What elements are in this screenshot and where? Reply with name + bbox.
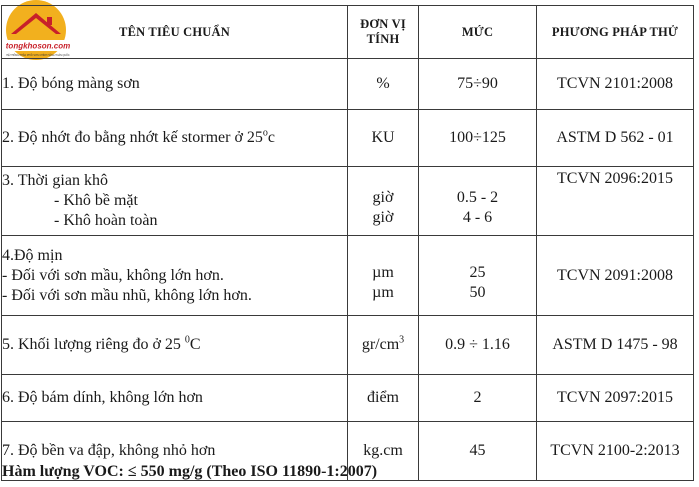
header-name: TÊN TIÊU CHUẨN [2,6,348,59]
row-4-level-1: 25 [469,263,486,281]
row-1-level: 75÷90 [419,59,537,110]
row-3-unit [348,167,419,236]
row-7-unit: kg.cm [348,422,419,481]
row-4-unit-2: µm [372,283,394,301]
table-row [2,167,694,236]
row-4-method: TCVN 2091:2008 [537,236,694,316]
row-3-unit-2: giờ [372,209,394,226]
row-3-method: TCVN 2096:2015 [537,167,694,236]
row-3-unit-1: giờ [372,189,394,206]
row-1-name: 1. Độ bóng màng sơn [2,59,348,110]
row-5-name-text: 5. Khối lượng riêng đo ở 25 [2,336,185,353]
row-5-unit-sup: 3 [399,334,405,346]
row-3-sub-1: - Khô bề mặt [54,192,138,209]
row-5-name-suffix: C [189,336,201,353]
row-7-level: 45 [419,422,537,481]
row-2-level: 100÷125 [419,110,537,167]
row-5-name-sup: 0 [184,334,190,346]
row-2-unit: KU [348,110,419,167]
logo-text: tongkhoson.com [5,41,71,51]
row-4-level [419,236,537,316]
header-level: MỨC [419,6,537,59]
row-4-title: 4.Độ mịn [2,246,63,264]
row-7-method: TCVN 2100-2:2013 [537,422,694,481]
row-2-method: ASTM D 562 - 01 [537,110,694,167]
row-2-name [2,110,348,167]
table-row [2,375,694,422]
logo-tagline: HỆ THỐNG PHÂN PHỐI SƠN CHÍNH HÃNG TOÀN QUỐC [6,54,70,57]
header-unit-line2: TÍNH [366,32,400,46]
row-5-name [2,316,348,375]
row-6-name: 6. Độ bám dính, không lớn hơn [2,375,348,422]
table-header-row [2,6,694,59]
row-7-name: 7. Độ bền va đập, không nhỏ hơn [2,422,348,481]
header-method: PHƯƠNG PHÁP THỬ [537,6,694,59]
row-3-sub-2: - Khô hoàn toàn [54,212,158,229]
row-3-level-2: 4 - 6 [462,209,493,226]
table-row [2,110,694,167]
row-4-unit [348,236,419,316]
table-row [2,59,694,110]
voc-content-note: Hàm lượng VOC: ≤ 550 mg/g (Theo ISO 11890-1:2007) [2,463,378,480]
row-4-sub-2: - Đối với sơn mầu nhũ, không lớn hơn. [2,286,252,304]
header-unit [348,6,419,59]
specification-table [1,5,694,481]
row-2-name-suffix: c [267,129,276,146]
row-1-unit: % [348,59,419,110]
row-6-method: TCVN 2097:2015 [537,375,694,422]
row-2-name-sup: o [262,127,268,139]
row-5-method: ASTM D 1475 - 98 [537,316,694,375]
row-1-method: TCVN 2101:2008 [537,59,694,110]
row-3-name [2,167,348,236]
row-5-level: 0.9 ÷ 1.16 [419,316,537,375]
row-3-level [419,167,537,236]
table-row [2,236,694,316]
row-3-level-1: 0.5 - 2 [456,189,499,206]
row-6-level: 2 [419,375,537,422]
row-4-sub-1: - Đối với sơn mầu, không lớn hơn. [2,266,224,284]
row-4-level-2: 50 [469,283,486,301]
row-3-title: 3. Thời gian khô [2,172,108,189]
row-4-unit-1: µm [372,263,394,281]
row-5-unit [348,316,419,375]
row-4-name [2,236,348,316]
table-row [2,316,694,375]
row-5-unit-text: gr/cm [361,336,400,353]
header-unit-line1: ĐƠN VỊ [360,17,406,31]
row-6-unit: điểm [348,375,419,422]
row-2-name-text: 2. Độ nhớt đo bằng nhớt kế stormer ở 25 [2,129,263,146]
